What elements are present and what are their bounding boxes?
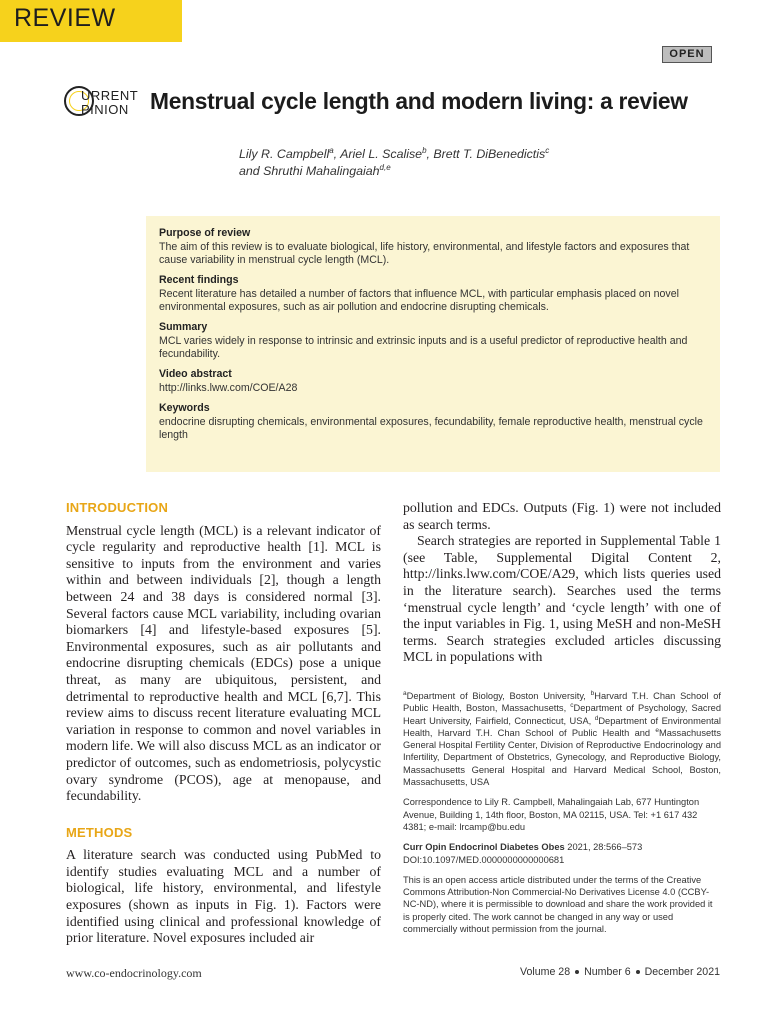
affiliation-text: Department of Environmental Health, Harvard T.H. Chan School of Public Health and xyxy=(403,715,721,738)
doi[interactable]: DOI:10.1097/MED.0000000000000681 xyxy=(403,854,565,865)
author-affiliation-mark: b xyxy=(422,145,427,155)
abstract-box xyxy=(146,216,720,472)
section-tab: REVIEW xyxy=(0,0,182,42)
search-strategy-paragraph: Search strategies are reported in Supplemental Table 1 (see Table, Supplemental Digital Content 2, http://links.lww.com/COE/A29, which lists queries used in the literature search). Searches used the terms ‘menstrual cycle length’ and ‘cycle length’ with one of the input variables in Fig. 1, using MeSH and non-MeSH terms. Search strategies excluded articles discussing MCL in populations with xyxy=(403,533,721,665)
article-notes xyxy=(403,690,721,943)
abstract-heading: Recent findings xyxy=(159,274,239,286)
author-separator: , xyxy=(333,147,341,161)
author-name: Ariel L. Scalise xyxy=(340,147,423,161)
footer-website[interactable]: www.co-endocrinology.com xyxy=(66,966,202,980)
abstract-heading: Summary xyxy=(159,321,208,333)
citation xyxy=(403,841,721,853)
affiliation-text: Massachusetts General Hospital Fertility Center, Division of Reproductive Endocrinology and Infertility, Department of Obstetrics, Gynecology, and Reproductive Biology, Massachusetts General Hospital and Harvard Medical School, Boston, Massachusetts, USA xyxy=(403,727,721,788)
affiliation-text: Department of Psychology, Sacred Heart University, Fairfield, Connecticut, USA, xyxy=(403,703,722,726)
abstract-section xyxy=(159,368,708,395)
license-statement: This is an open access article distributed under the terms of the Creative Commons Attribution-Non Commercial-No Derivatives License 4.0 (CCBY-NC-ND), where it is permissible to download and share the work provided it is properly cited. The work cannot be changed in any way or used commercially without permission from the journal. xyxy=(403,874,713,935)
affiliation-mark: a xyxy=(403,689,407,697)
author-name: Lily R. Campbell xyxy=(239,147,330,161)
author-affiliation-mark: d,e xyxy=(379,162,391,172)
logo-line-1: URRENT xyxy=(81,88,139,103)
affiliation-text: Harvard T.H. Chan School of Public Health, Boston, Massachusetts, xyxy=(403,691,721,714)
open-access-badge: OPEN xyxy=(662,46,712,63)
abstract-section xyxy=(159,402,708,442)
methods-paragraph: A literature search was conducted using PubMed to identify studies evaluating MCL and a number of biological, life history, environmental, and lifestyle exposures (shown as inputs in Fig. 1). Factors were identified using clinical and professional knowledge of prior literature. Novel exposures included air xyxy=(66,847,381,946)
keywords-text: endocrine disrupting chemicals, environmental exposures, fecundability, female reproductive health, menstrual cycle length xyxy=(159,416,703,441)
correspondence: Correspondence to Lily R. Campbell, Mahalingaiah Lab, 677 Huntington Avenue, Building 1, 14th floor, Boston, MA 02115, USA. Tel: +1 617 432 4381; e-mail: lrcamp@bu.edu xyxy=(403,797,700,832)
introduction-paragraph: Menstrual cycle length (MCL) is a relevant indicator of cycle regularity and reproductive health [1]. MCL is sensitive to inputs from the environment and varies within and between individuals [2], though a length between 24 and 38 days is considered normal [3]. Several factors cause MCL variability, including ovarian biomarkers [4] and lifestyle-based exposures [5]. Environmental exposures, such as air pollutants and endocrine disrupting chemicals (EDCs) pose a unique threat, as many are ubiquitous, persistent, and detrimental to reproductive health and MCL [6,7]. This review aims to discuss recent literature evaluating MCL variation in response to common and novel variables in modern life. We will also discuss MCL as an indicator or predictor of outcomes, such as endometriosis, polycystic ovary syndrome (PCOS), age at menopause, and fecundability. xyxy=(66,522,381,804)
author-separator: , xyxy=(426,147,434,161)
methods-heading: METHODS xyxy=(66,824,133,840)
abstract-section xyxy=(159,227,708,267)
abstract-section xyxy=(159,321,708,361)
affiliation-text: Department of Biology, Boston University, xyxy=(406,691,591,701)
affiliation-mark: e xyxy=(655,726,659,734)
article-title: Menstrual cycle length and modern living: a review xyxy=(150,88,688,114)
left-column xyxy=(66,500,381,947)
footer-date: December 2021 xyxy=(644,966,720,978)
abstract-text: Recent literature has detailed a number of factors that influence MCL, with particular emphasis placed on novel environmental exposures, such as air pollution and endocrine disrupting chemicals. xyxy=(159,288,679,313)
affiliation-mark: b xyxy=(590,689,595,697)
methods-continuation-paragraph: pollution and EDCs. Outputs (Fig. 1) were not included as search terms. xyxy=(403,500,721,532)
author-affiliation-mark: c xyxy=(545,145,550,155)
introduction-heading: INTRODUCTION xyxy=(66,500,169,515)
abstract-text: The aim of this review is to evaluate biological, life history, environmental, and lifestyle factors and exposures that cause variability in menstrual cycle length (MCL). xyxy=(159,241,690,266)
author-name: and Shruthi Mahalingaiah xyxy=(239,164,380,178)
video-abstract-link[interactable]: http://links.lww.com/COE/A28 xyxy=(159,382,298,394)
bullet-icon xyxy=(575,970,579,974)
affiliations xyxy=(403,690,721,788)
affiliation-mark: d xyxy=(594,714,599,722)
footer-issue-info xyxy=(506,966,720,978)
journal-name: Curr Opin Endocrinol Diabetes Obes xyxy=(403,842,565,853)
abstract-text: MCL varies widely in response to intrinsic and extrinsic inputs and is a useful predictor of reproductive health and fecundability. xyxy=(159,335,688,360)
journal-logo xyxy=(64,86,138,122)
citation-details: 2021, 28:566–573 xyxy=(564,842,643,853)
footer-volume: Volume 28 xyxy=(520,966,571,978)
bullet-icon xyxy=(636,970,640,974)
author-list xyxy=(239,146,719,180)
abstract-heading: Keywords xyxy=(159,402,210,414)
author-affiliation-mark: a xyxy=(329,145,334,155)
footer-number: Number 6 xyxy=(584,966,631,978)
right-column xyxy=(403,500,721,666)
affiliation-mark: c xyxy=(570,702,574,710)
author-name: Brett T. DiBenedictis xyxy=(433,147,546,161)
abstract-heading: Purpose of review xyxy=(159,227,251,239)
logo-line-2: PINION xyxy=(81,102,129,117)
abstract-heading: Video abstract xyxy=(159,368,232,380)
abstract-section xyxy=(159,274,708,314)
